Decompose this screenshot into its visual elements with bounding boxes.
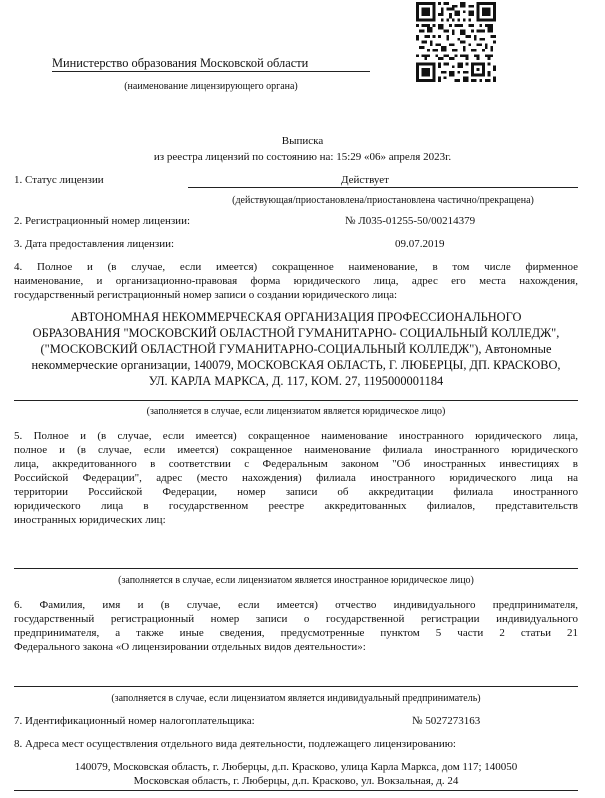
ministry-caption: (наименование лицензирующего органа) — [124, 81, 298, 92]
item4-text: 4. Полное и (в случае, если имеется) сокращенное наименование, в том числе фирменное наименование, и организационно-правовая форма юридического лица, адрес его места нахождения, государственный регистрационный номер записи о создании юридического лица: — [14, 261, 578, 301]
item4-value: АВТОНОМНАЯ НЕКОММЕРЧЕСКАЯ ОРГАНИЗАЦИЯ ПРОФЕССИОНАЛЬНОГО ОБРАЗОВАНИЯ "МОСКОВСКИЙ ОБЛАСТНОЙ ГУМАНИТАРНО- СОЦИАЛЬНЫЙ КОЛЛЕДЖ", ("МОСКОВСКИЙ ОБЛАСТНОЙ ГУМАНИТАРНО-СОЦИАЛЬНЫЙ КОЛЛЕДЖ"), Автономные некоммерческие организации, 140079, МОСКОВСКАЯ ОБЛАСТЬ, Г. ЛЮБЕРЦЫ, ДП. КРАСКОВО, УЛ. КАРЛА МАРКСА, Д. 117, КОМ. 27, 1195000001184 — [31, 310, 561, 388]
item7-label: 7. Идентификационный номер налогоплательщика: — [14, 715, 255, 727]
item2-value: № Л035-01255-50/00214379 — [345, 215, 476, 227]
item4-caption: (заполняется в случае, если лицензиатом является юридическое лицо) — [146, 406, 446, 417]
ministry-name: Министерство образования Московской области — [52, 56, 309, 70]
document-subtitle: из реестра лицензий по состоянию на: 15:29 «06» апреля 2023г. — [153, 151, 452, 163]
item6-text: 6. Фамилия, имя и (в случае, если имеется) отчество индивидуального предпринимателя, государственный регистрационный номер записи о государственной регистрации индивидуального предпринимателя, а также иные сведения, предусмотренные пунктом 5 части 2 статьи 21 Федерального закона «О лицензировании отдельных видов деятельности»: — [14, 599, 578, 653]
item8-underline — [14, 790, 578, 791]
item2-label: 2. Регистрационный номер лицензии: — [14, 215, 191, 227]
item4-underline — [14, 400, 578, 401]
item5-text: 5. Полное и (в случае, если имеется) сокращенное наименование иностранного юридического лица, полное и (в случае, если имеется) сокращенное наименование филиала иностранного юридического лица, аккредитованного в соответствии с Федеральным законом "Об иностранных инвестициях в Российской Федерации", адрес (место нахождения) филиала иностранного юридического лица на территории Российской Федерации, номер записи об аккредитации филиала иностранного юридического лица в государственном реестре аккредитованных филиалов, представительств иностранных юридических лиц: — [14, 430, 578, 526]
item6-caption: (заполняется в случае, если лицензиатом является индивидуальный предприниматель) — [111, 693, 481, 704]
item5-underline — [14, 568, 578, 569]
item6-underline — [14, 686, 578, 687]
item7-value: № 5027273163 — [412, 715, 481, 727]
item8-label: 8. Адреса мест осуществления отдельного вида деятельности, подлежащего лицензированию: — [14, 738, 456, 750]
qr-code-image — [416, 2, 496, 82]
document-title: Выписка — [281, 135, 324, 147]
item3-label: 3. Дата предоставления лицензии: — [14, 238, 175, 250]
ministry-underline — [52, 71, 370, 72]
item5-caption: (заполняется в случае, если лицензиатом является иностранное юридическое лицо) — [118, 575, 474, 586]
item1-value: Действует — [341, 174, 389, 186]
item1-underline — [188, 187, 578, 188]
item3-value: 09.07.2019 — [395, 238, 445, 250]
item1-caption: (действующая/приостановлена/приостановлена частично/прекращена) — [232, 195, 534, 206]
item1-label: 1. Статус лицензии — [14, 174, 104, 186]
item8-value: 140079, Московская область, г. Люберцы, д.п. Красково, улица Карла Маркса, дом 117; 140050 Московская область, г. Люберцы, д.п. Красково, ул. Вокзальная, д. 24 — [74, 761, 518, 787]
